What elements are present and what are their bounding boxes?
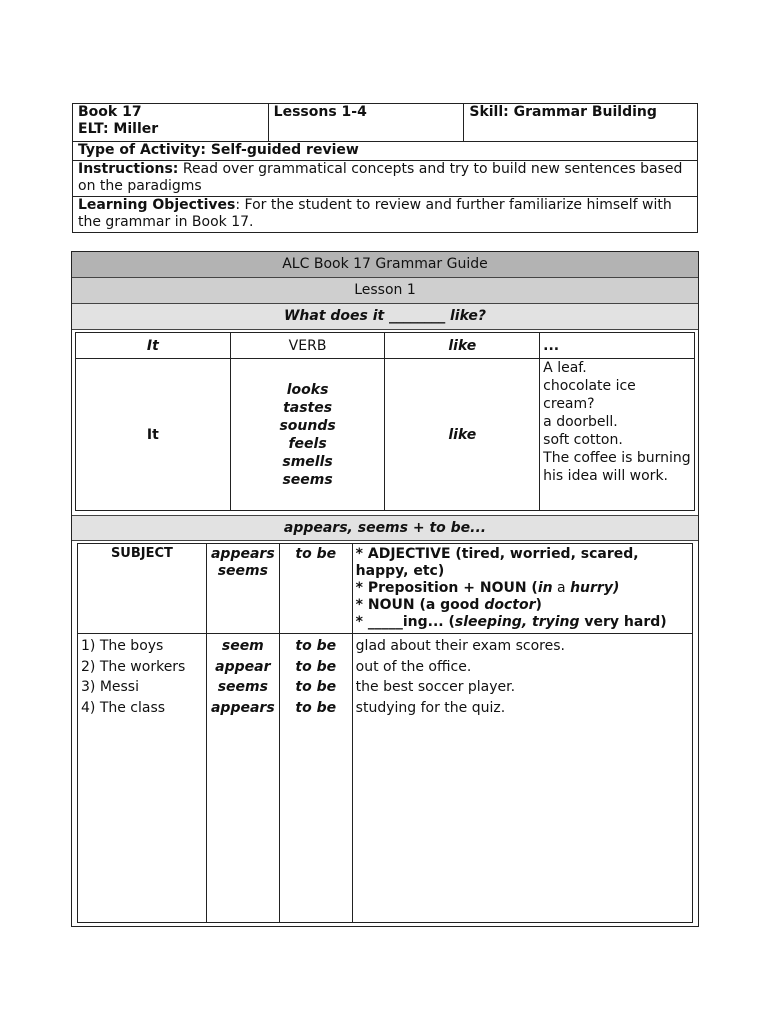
verbs-column	[206, 634, 279, 923]
completion-item: soft cotton.	[543, 432, 623, 448]
tobe-item: to be	[295, 658, 337, 675]
activity-row	[73, 142, 698, 161]
completion-item: The coffee is burning	[543, 450, 691, 466]
header-appears: appears	[210, 546, 275, 562]
grammar-guide-box	[71, 251, 699, 927]
rule-noun	[356, 597, 689, 614]
verb-item: appears	[210, 699, 275, 716]
section2-title: appears, seems + to be...	[72, 515, 698, 541]
verb-item: seems	[217, 679, 268, 695]
header-verb: VERB	[230, 333, 385, 359]
subject-item: 3) Messi	[81, 679, 139, 695]
subject-it: It	[76, 359, 231, 511]
verb-item: seems	[282, 471, 333, 488]
complement-item: out of the office.	[355, 658, 472, 675]
rule-example: doctor	[484, 597, 536, 613]
elt-label: ELT: Miller	[78, 121, 159, 137]
verb-item: feels	[288, 435, 327, 452]
objectives-label: Learning Objectives	[78, 197, 236, 213]
rule-text: a	[552, 580, 571, 596]
verb-item: appear	[215, 658, 271, 675]
complement-item: glad about their exam scores.	[355, 638, 565, 654]
verb-list	[230, 359, 385, 511]
section1-title: What does it ________ like?	[72, 304, 698, 330]
completion-item: a doorbell.	[543, 414, 618, 430]
objectives-text: : For the student to review and further familiarize himself with the grammar in Book 17.	[78, 197, 672, 230]
verb-item: looks	[286, 381, 329, 398]
subject-item: 1) The boys	[81, 638, 164, 654]
like-cell: like	[385, 359, 540, 511]
lessons-cell	[268, 104, 464, 142]
book-label: Book 17	[78, 104, 142, 120]
rule-example: sleeping, trying	[454, 614, 580, 630]
guide-title: ALC Book 17 Grammar Guide	[72, 252, 698, 278]
header-verbs	[206, 544, 279, 634]
complement-item: the best soccer player.	[355, 679, 516, 695]
tobe-item: to be	[295, 699, 337, 716]
activity-label: Type of Activity: Self-guided review	[78, 142, 359, 158]
like-paradigm-table	[75, 332, 695, 511]
tobe-item: to be	[295, 679, 337, 695]
rule-example: hurry)	[570, 580, 620, 596]
rule-text: * _____ing... (	[355, 614, 455, 630]
skill-cell	[464, 104, 698, 142]
lessons-label: Lessons 1-4	[273, 104, 367, 120]
completion-item: chocolate ice cream?	[543, 378, 636, 412]
lesson-header-table	[72, 103, 698, 233]
completion-list	[540, 359, 695, 511]
rule-text: )	[535, 597, 542, 613]
header-it: It	[76, 333, 231, 359]
tobe-item: to be	[295, 638, 337, 654]
book-cell	[73, 104, 269, 142]
header-subject: SUBJECT	[78, 544, 207, 634]
header-like: like	[385, 333, 540, 359]
complements-column	[352, 634, 692, 923]
completion-item: his idea will work.	[543, 468, 668, 484]
subject-item: 4) The class	[81, 699, 166, 716]
header-seems: seems	[217, 563, 268, 579]
objectives-row	[73, 197, 698, 233]
skill-label: Skill: Grammar Building	[469, 104, 657, 120]
header-tobe: to be	[279, 544, 352, 634]
header-ellipsis: ...	[540, 333, 695, 359]
complement-rules	[352, 544, 692, 634]
rule-preposition	[356, 580, 689, 597]
completion-item: A leaf.	[543, 360, 587, 376]
rule-example: in	[537, 580, 553, 596]
instructions-label: Instructions:	[78, 161, 179, 177]
verb-item: smells	[282, 453, 333, 470]
rule-adjective: * ADJECTIVE (tired, worried, scared, happy, etc)	[355, 546, 639, 579]
rule-text: * Preposition + NOUN (	[355, 580, 538, 596]
rule-ing	[356, 614, 689, 631]
verb-item: sounds	[279, 417, 336, 434]
rule-text: * NOUN (a good	[355, 597, 485, 613]
tobe-column	[279, 634, 352, 923]
verb-item: tastes	[283, 399, 333, 416]
appears-seems-table	[77, 543, 693, 923]
subject-item: 2) The workers	[81, 658, 186, 675]
subjects-column	[78, 634, 207, 923]
rule-text: very hard)	[579, 614, 667, 630]
verb-item: seem	[221, 638, 264, 654]
instructions-text: Read over grammatical concepts and try to build new sentences based on the paradigms	[78, 161, 683, 194]
complement-item: studying for the quiz.	[355, 699, 506, 716]
instructions-row	[73, 161, 698, 197]
lesson-title: Lesson 1	[72, 278, 698, 304]
